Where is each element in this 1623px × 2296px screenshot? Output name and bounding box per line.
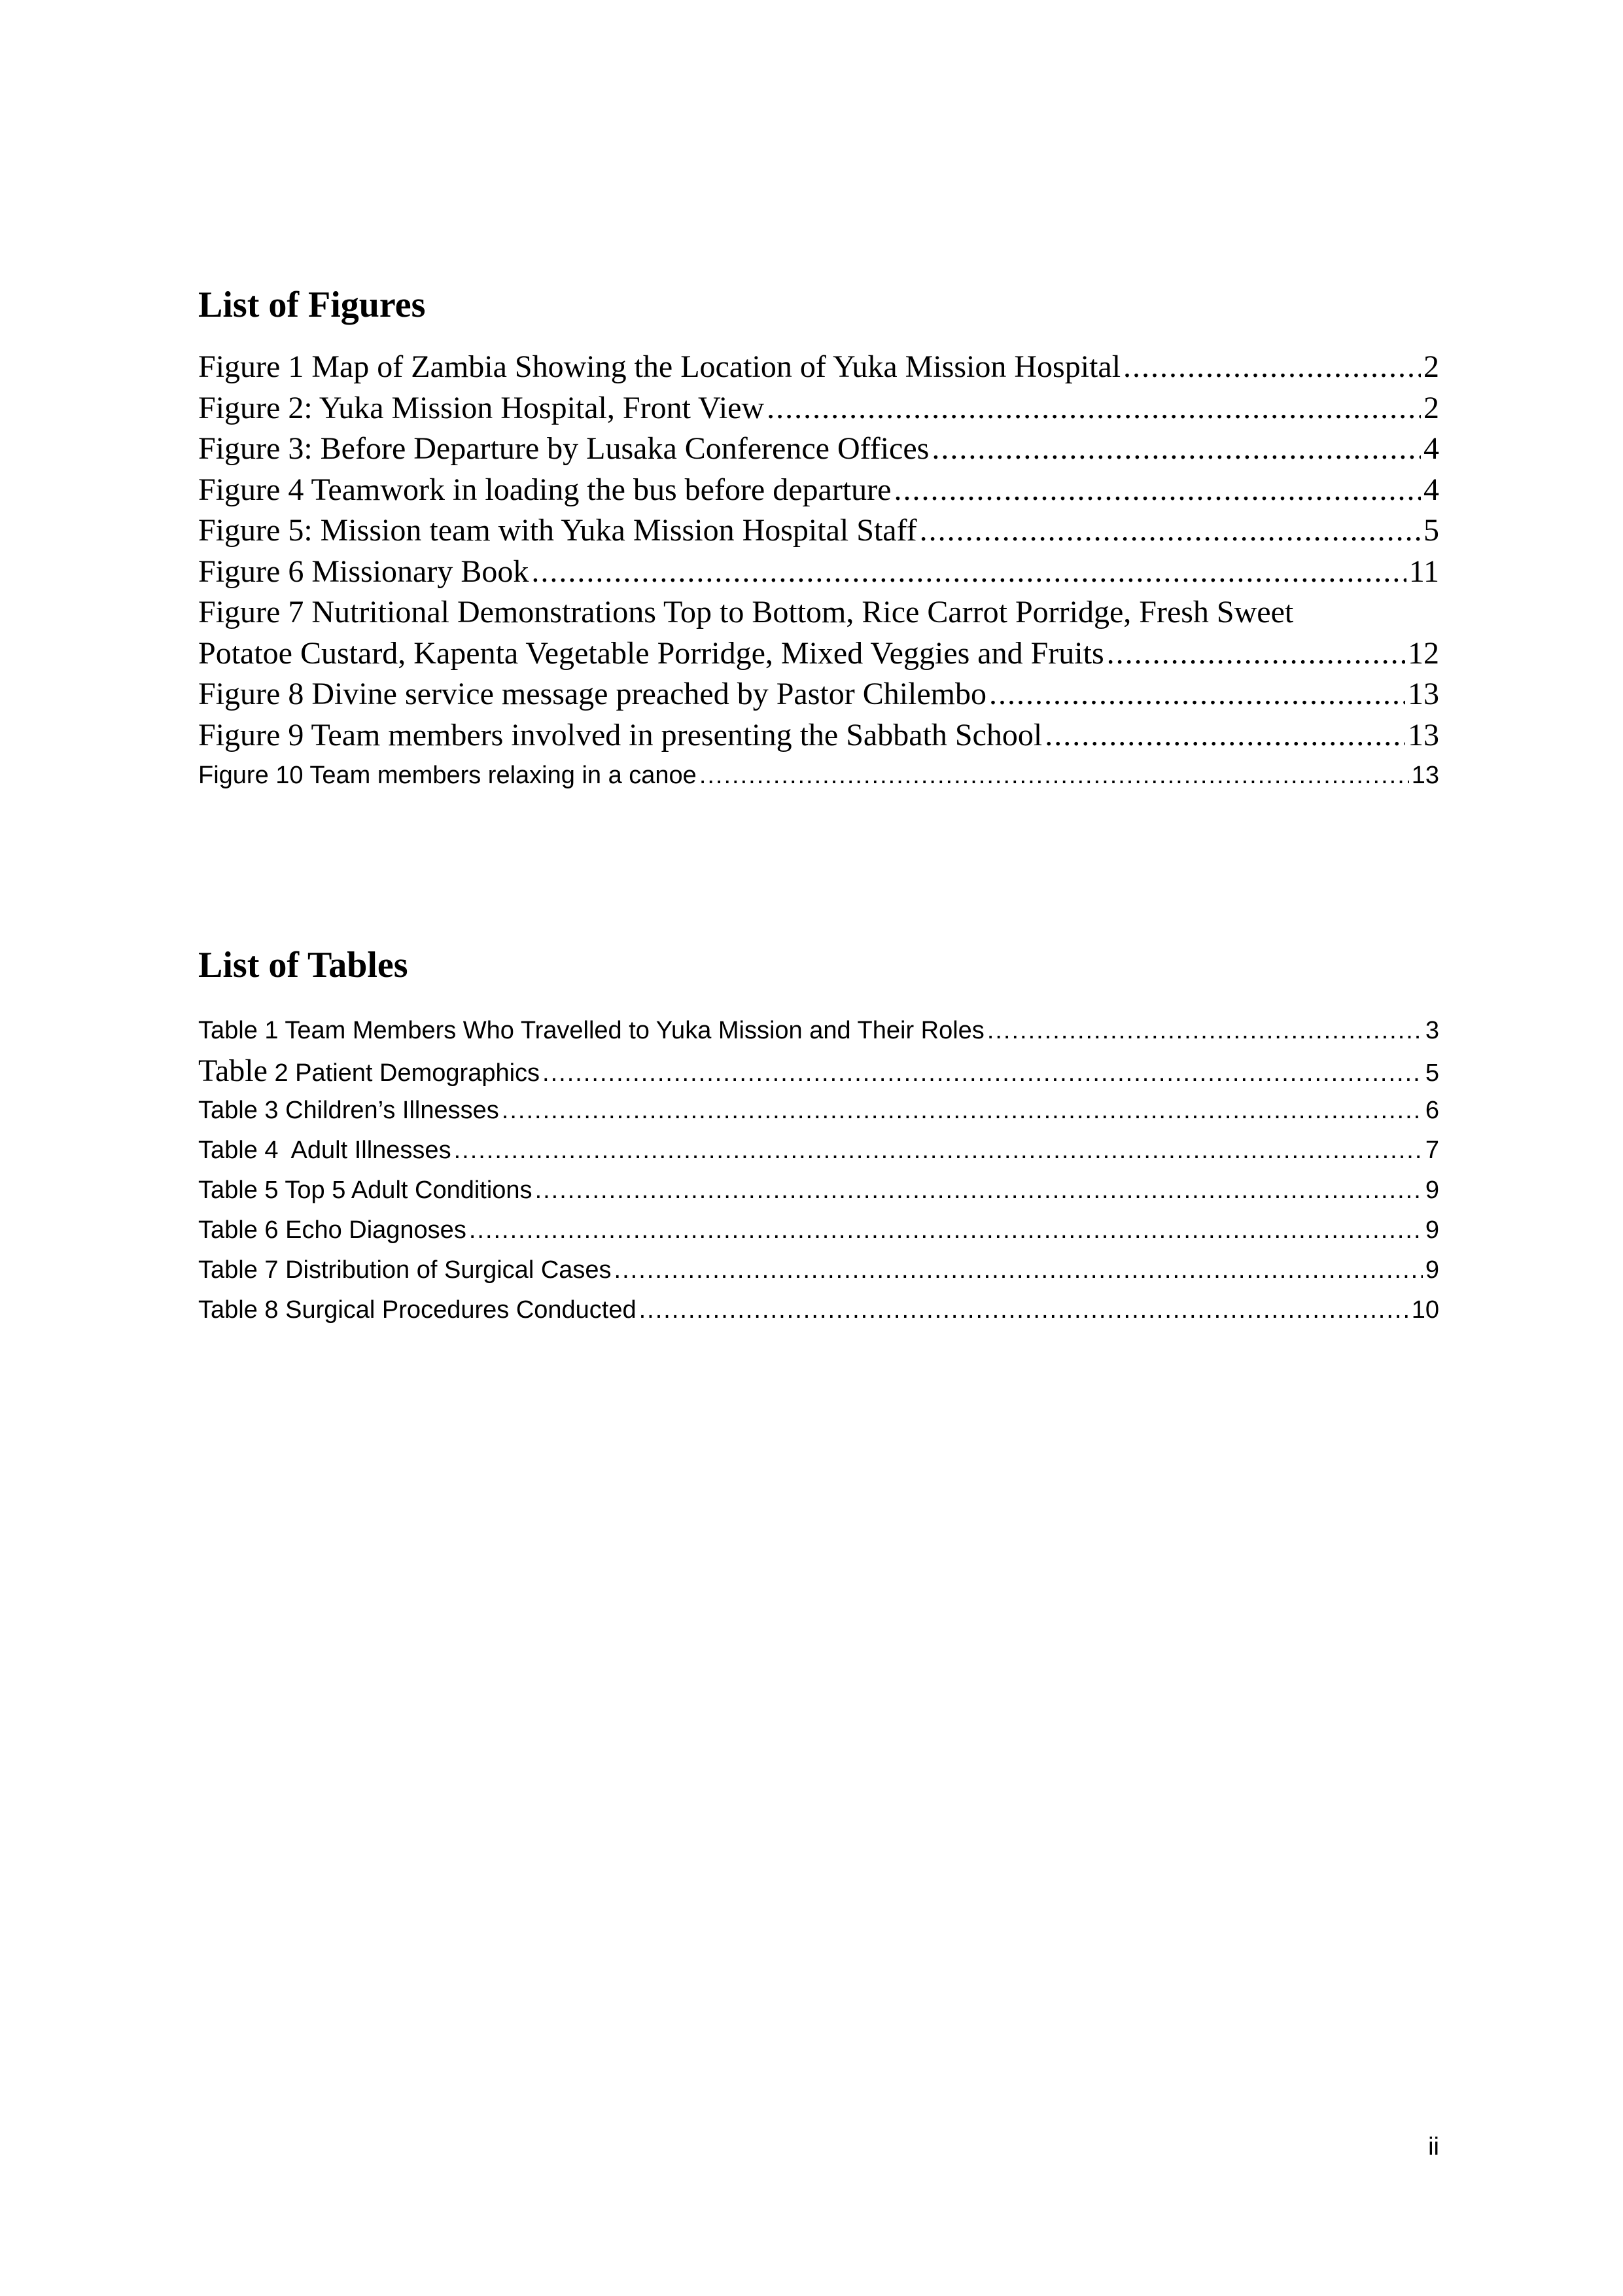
entry-title: Figure 3: Before Departure by Lusaka Conference Offices — [198, 431, 930, 466]
entry-page: 5 — [1423, 513, 1439, 548]
entry-page: 5 — [1425, 1059, 1439, 1087]
dot-leader — [989, 674, 1405, 715]
dot-leader — [639, 1290, 1409, 1330]
entry-title: Table 8 Surgical Procedures Conducted — [198, 1296, 637, 1324]
dot-leader — [531, 552, 1406, 593]
toc-entry-figure-2[interactable] — [198, 388, 1439, 429]
entry-title: Figure 4 Teamwork in loading the bus before departure — [198, 472, 892, 507]
entry-title: Figure 6 Missionary Book — [198, 554, 529, 589]
entry-page: 9 — [1425, 1176, 1439, 1204]
dot-leader — [1045, 715, 1405, 756]
figures-heading: List of Figures — [198, 285, 426, 325]
entry-title: Table 5 Top 5 Adult Conditions — [198, 1176, 532, 1204]
entry-title: Table 7 Distribution of Surgical Cases — [198, 1256, 612, 1284]
entry-title: Figure 10 Team members relaxing in a canoe — [198, 762, 697, 789]
toc-entry-figure-8[interactable] — [198, 674, 1439, 715]
entry-title-rest: 2 Patient Demographics — [274, 1059, 540, 1087]
dot-leader — [1123, 347, 1421, 388]
entry-page: 10 — [1411, 1296, 1439, 1324]
entry-page: 4 — [1423, 431, 1439, 466]
dot-leader — [469, 1210, 1423, 1250]
dot-leader — [535, 1171, 1423, 1210]
tables-list — [198, 1011, 1439, 1330]
dot-leader — [454, 1131, 1423, 1171]
toc-entry-figure-7[interactable] — [198, 592, 1439, 674]
entry-title: Table 4 Adult Illnesses — [198, 1137, 451, 1164]
toc-entry-figure-5[interactable] — [198, 510, 1439, 552]
tables-heading: List of Tables — [198, 945, 408, 985]
entry-page: 9 — [1425, 1256, 1439, 1284]
dot-leader — [767, 388, 1421, 429]
dot-leader — [932, 429, 1421, 470]
dot-leader — [699, 756, 1409, 796]
toc-entry-figure-9[interactable] — [198, 715, 1439, 756]
entry-page: 6 — [1425, 1097, 1439, 1124]
page-number: ii — [1428, 2133, 1439, 2161]
toc-entry-table-2[interactable] — [198, 1051, 1439, 1091]
toc-entry-table-3[interactable] — [198, 1091, 1439, 1131]
dot-leader — [542, 1053, 1423, 1093]
entry-title: Figure 8 Divine service message preached by Pastor Chilembo — [198, 677, 987, 711]
entry-title — [198, 1051, 540, 1093]
dot-leader — [502, 1091, 1423, 1131]
dot-leader — [1107, 633, 1405, 675]
figures-list — [198, 347, 1439, 796]
entry-title-lead-word: Table — [198, 1053, 268, 1088]
entry-title: Table 3 Children’s Illnesses — [198, 1097, 499, 1124]
toc-entry-table-6[interactable] — [198, 1210, 1439, 1250]
toc-entry-table-1[interactable] — [198, 1011, 1439, 1051]
toc-entry-table-8[interactable] — [198, 1290, 1439, 1330]
toc-entry-figure-1[interactable] — [198, 347, 1439, 388]
dot-leader — [894, 470, 1421, 511]
entry-title: Figure 2: Yuka Mission Hospital, Front View — [198, 390, 765, 425]
entry-title-line-1: Figure 7 Nutritional Demonstrations Top to Bottom, Rice Carrot Porridge, Fresh Sweet — [198, 595, 1294, 629]
toc-entry-figure-6[interactable] — [198, 552, 1439, 593]
entry-page: 2 — [1423, 349, 1439, 384]
entry-title: Table 1 Team Members Who Travelled to Yuka Mission and Their Roles — [198, 1017, 985, 1044]
toc-entry-table-5[interactable] — [198, 1171, 1439, 1210]
entry-title: Figure 1 Map of Zambia Showing the Location of Yuka Mission Hospital — [198, 349, 1121, 384]
entry-title: Figure 9 Team members involved in presenting the Sabbath School — [198, 717, 1043, 752]
toc-entry-table-4[interactable] — [198, 1131, 1439, 1171]
entry-page: 11 — [1408, 554, 1439, 589]
entry-title-line-2: Potatoe Custard, Kapenta Vegetable Porridge, Mixed Veggies and Fruits — [198, 635, 1104, 671]
entry-page: 13 — [1411, 762, 1439, 789]
entry-page: 13 — [1408, 677, 1439, 711]
dot-leader — [987, 1011, 1423, 1051]
toc-entry-figure-4[interactable] — [198, 470, 1439, 511]
entry-page: 13 — [1408, 717, 1439, 752]
toc-entry-figure-3[interactable] — [198, 429, 1439, 470]
entry-page: 4 — [1423, 472, 1439, 507]
entry-title: Table 6 Echo Diagnoses — [198, 1216, 466, 1244]
toc-entry-figure-10[interactable] — [198, 756, 1439, 796]
toc-entry-table-7[interactable] — [198, 1250, 1439, 1290]
dot-leader — [920, 510, 1421, 552]
entry-page: 2 — [1423, 390, 1439, 425]
entry-page: 12 — [1408, 635, 1439, 671]
entry-page: 3 — [1425, 1017, 1439, 1044]
entry-title: Figure 5: Mission team with Yuka Mission Hospital Staff — [198, 513, 917, 548]
dot-leader — [614, 1250, 1423, 1290]
entry-page: 9 — [1425, 1216, 1439, 1244]
entry-page: 7 — [1425, 1137, 1439, 1164]
